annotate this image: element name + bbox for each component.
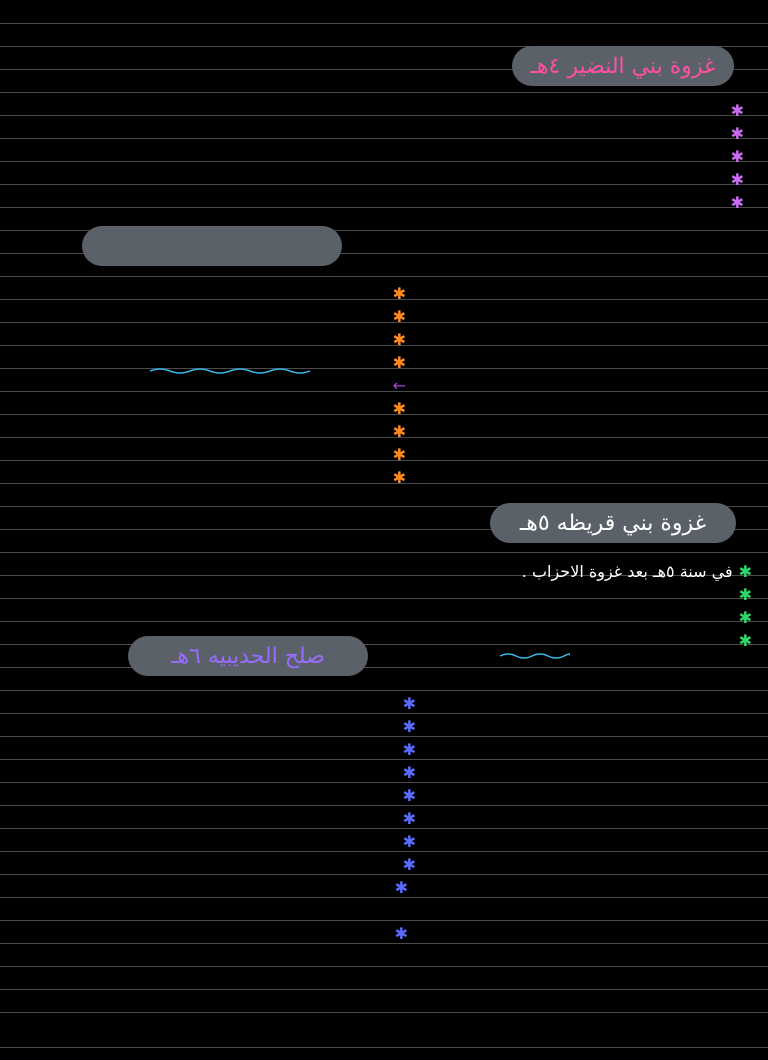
list-item	[10, 466, 406, 489]
list-item	[8, 830, 416, 853]
list-item	[264, 99, 744, 122]
list-item	[8, 1014, 408, 1037]
note-text: في سنة ٥هـ بعد غزوة الاحزاب .	[521, 562, 733, 581]
list-item	[8, 922, 408, 945]
section-title-text: غزوة بني قريظه ٥هـ	[519, 510, 707, 536]
blank-bullet	[395, 970, 408, 989]
section-title-hudaybiyya	[128, 636, 368, 676]
list-item	[8, 784, 416, 807]
notes-list-hudaybiyya	[8, 692, 416, 876]
blank-bullet	[395, 947, 408, 966]
star-bullet-icon: ✱	[738, 585, 752, 604]
star-bullet-icon: ✱	[402, 832, 416, 851]
star-bullet-icon: ✱	[738, 631, 752, 650]
section-title-text: صلح الحديبيه ٦هـ	[171, 643, 325, 669]
list-item	[8, 945, 408, 968]
star-bullet-icon: ✱	[392, 422, 406, 441]
list-item	[380, 583, 752, 606]
star-bullet-icon: ✱	[730, 124, 744, 143]
list-item	[8, 991, 408, 1014]
list-item	[8, 1037, 408, 1060]
list-item	[10, 282, 406, 305]
list-item	[8, 761, 416, 784]
notes-list-bani-nadir	[264, 99, 744, 214]
list-item	[10, 374, 406, 397]
list-item	[10, 443, 406, 466]
section-title-text: غزوة بني النضير ٤هـ	[530, 53, 716, 79]
list-item	[380, 606, 752, 629]
star-bullet-icon: ✱	[402, 786, 416, 805]
section-title-bani-nadir	[512, 46, 734, 86]
blank-bullet	[395, 901, 408, 920]
squiggle-underline-icon	[500, 652, 570, 660]
list-item	[8, 807, 416, 830]
list-item	[8, 853, 416, 876]
list-item	[264, 191, 744, 214]
section-title-khandaq	[82, 226, 342, 266]
star-bullet-icon: ✱	[392, 353, 406, 372]
star-bullet-icon: ✱	[402, 855, 416, 874]
star-bullet-icon: ✱	[392, 284, 406, 303]
arrow-bullet-icon: ←	[392, 376, 406, 395]
star-bullet-icon: ✱	[730, 147, 744, 166]
list-item	[380, 629, 752, 652]
list-item	[380, 560, 752, 583]
list-item	[8, 876, 408, 899]
star-bullet-icon: ✱	[730, 101, 744, 120]
notes-list-bani-qurayza	[380, 560, 752, 652]
blank-bullet	[395, 1016, 408, 1035]
star-bullet-icon: ✱	[402, 717, 416, 736]
star-bullet-icon: ✱	[392, 399, 406, 418]
list-item	[8, 968, 408, 991]
star-bullet-icon: ✱	[402, 809, 416, 828]
list-item	[8, 692, 416, 715]
star-bullet-icon: ✱	[738, 608, 752, 627]
star-bullet-icon: ✱	[738, 562, 752, 581]
list-item	[10, 305, 406, 328]
list-item	[8, 738, 416, 761]
squiggle-underline-icon	[150, 367, 310, 375]
list-item	[10, 328, 406, 351]
section-title-bani-qurayza	[490, 503, 736, 543]
star-bullet-icon: ✱	[730, 170, 744, 189]
notes-list-khandaq	[10, 282, 406, 489]
star-bullet-icon: ✱	[392, 445, 406, 464]
blank-bullet	[395, 993, 408, 1012]
list-item	[10, 420, 406, 443]
star-bullet-icon: ✱	[402, 694, 416, 713]
list-item	[10, 397, 406, 420]
star-bullet-icon: ✱	[394, 878, 408, 897]
star-bullet-icon: ✱	[402, 763, 416, 782]
star-bullet-icon: ✱	[392, 307, 406, 326]
list-item	[264, 145, 744, 168]
star-bullet-icon: ✱	[730, 193, 744, 212]
notes-list-hudaybiyya-continued	[8, 876, 408, 1060]
star-bullet-icon: ✱	[394, 924, 408, 943]
list-item	[8, 899, 408, 922]
star-bullet-icon: ✱	[392, 468, 406, 487]
star-bullet-icon: ✱	[402, 740, 416, 759]
list-item	[8, 715, 416, 738]
blank-bullet	[395, 1039, 408, 1058]
star-bullet-icon: ✱	[392, 330, 406, 349]
list-item	[264, 168, 744, 191]
list-item	[264, 122, 744, 145]
